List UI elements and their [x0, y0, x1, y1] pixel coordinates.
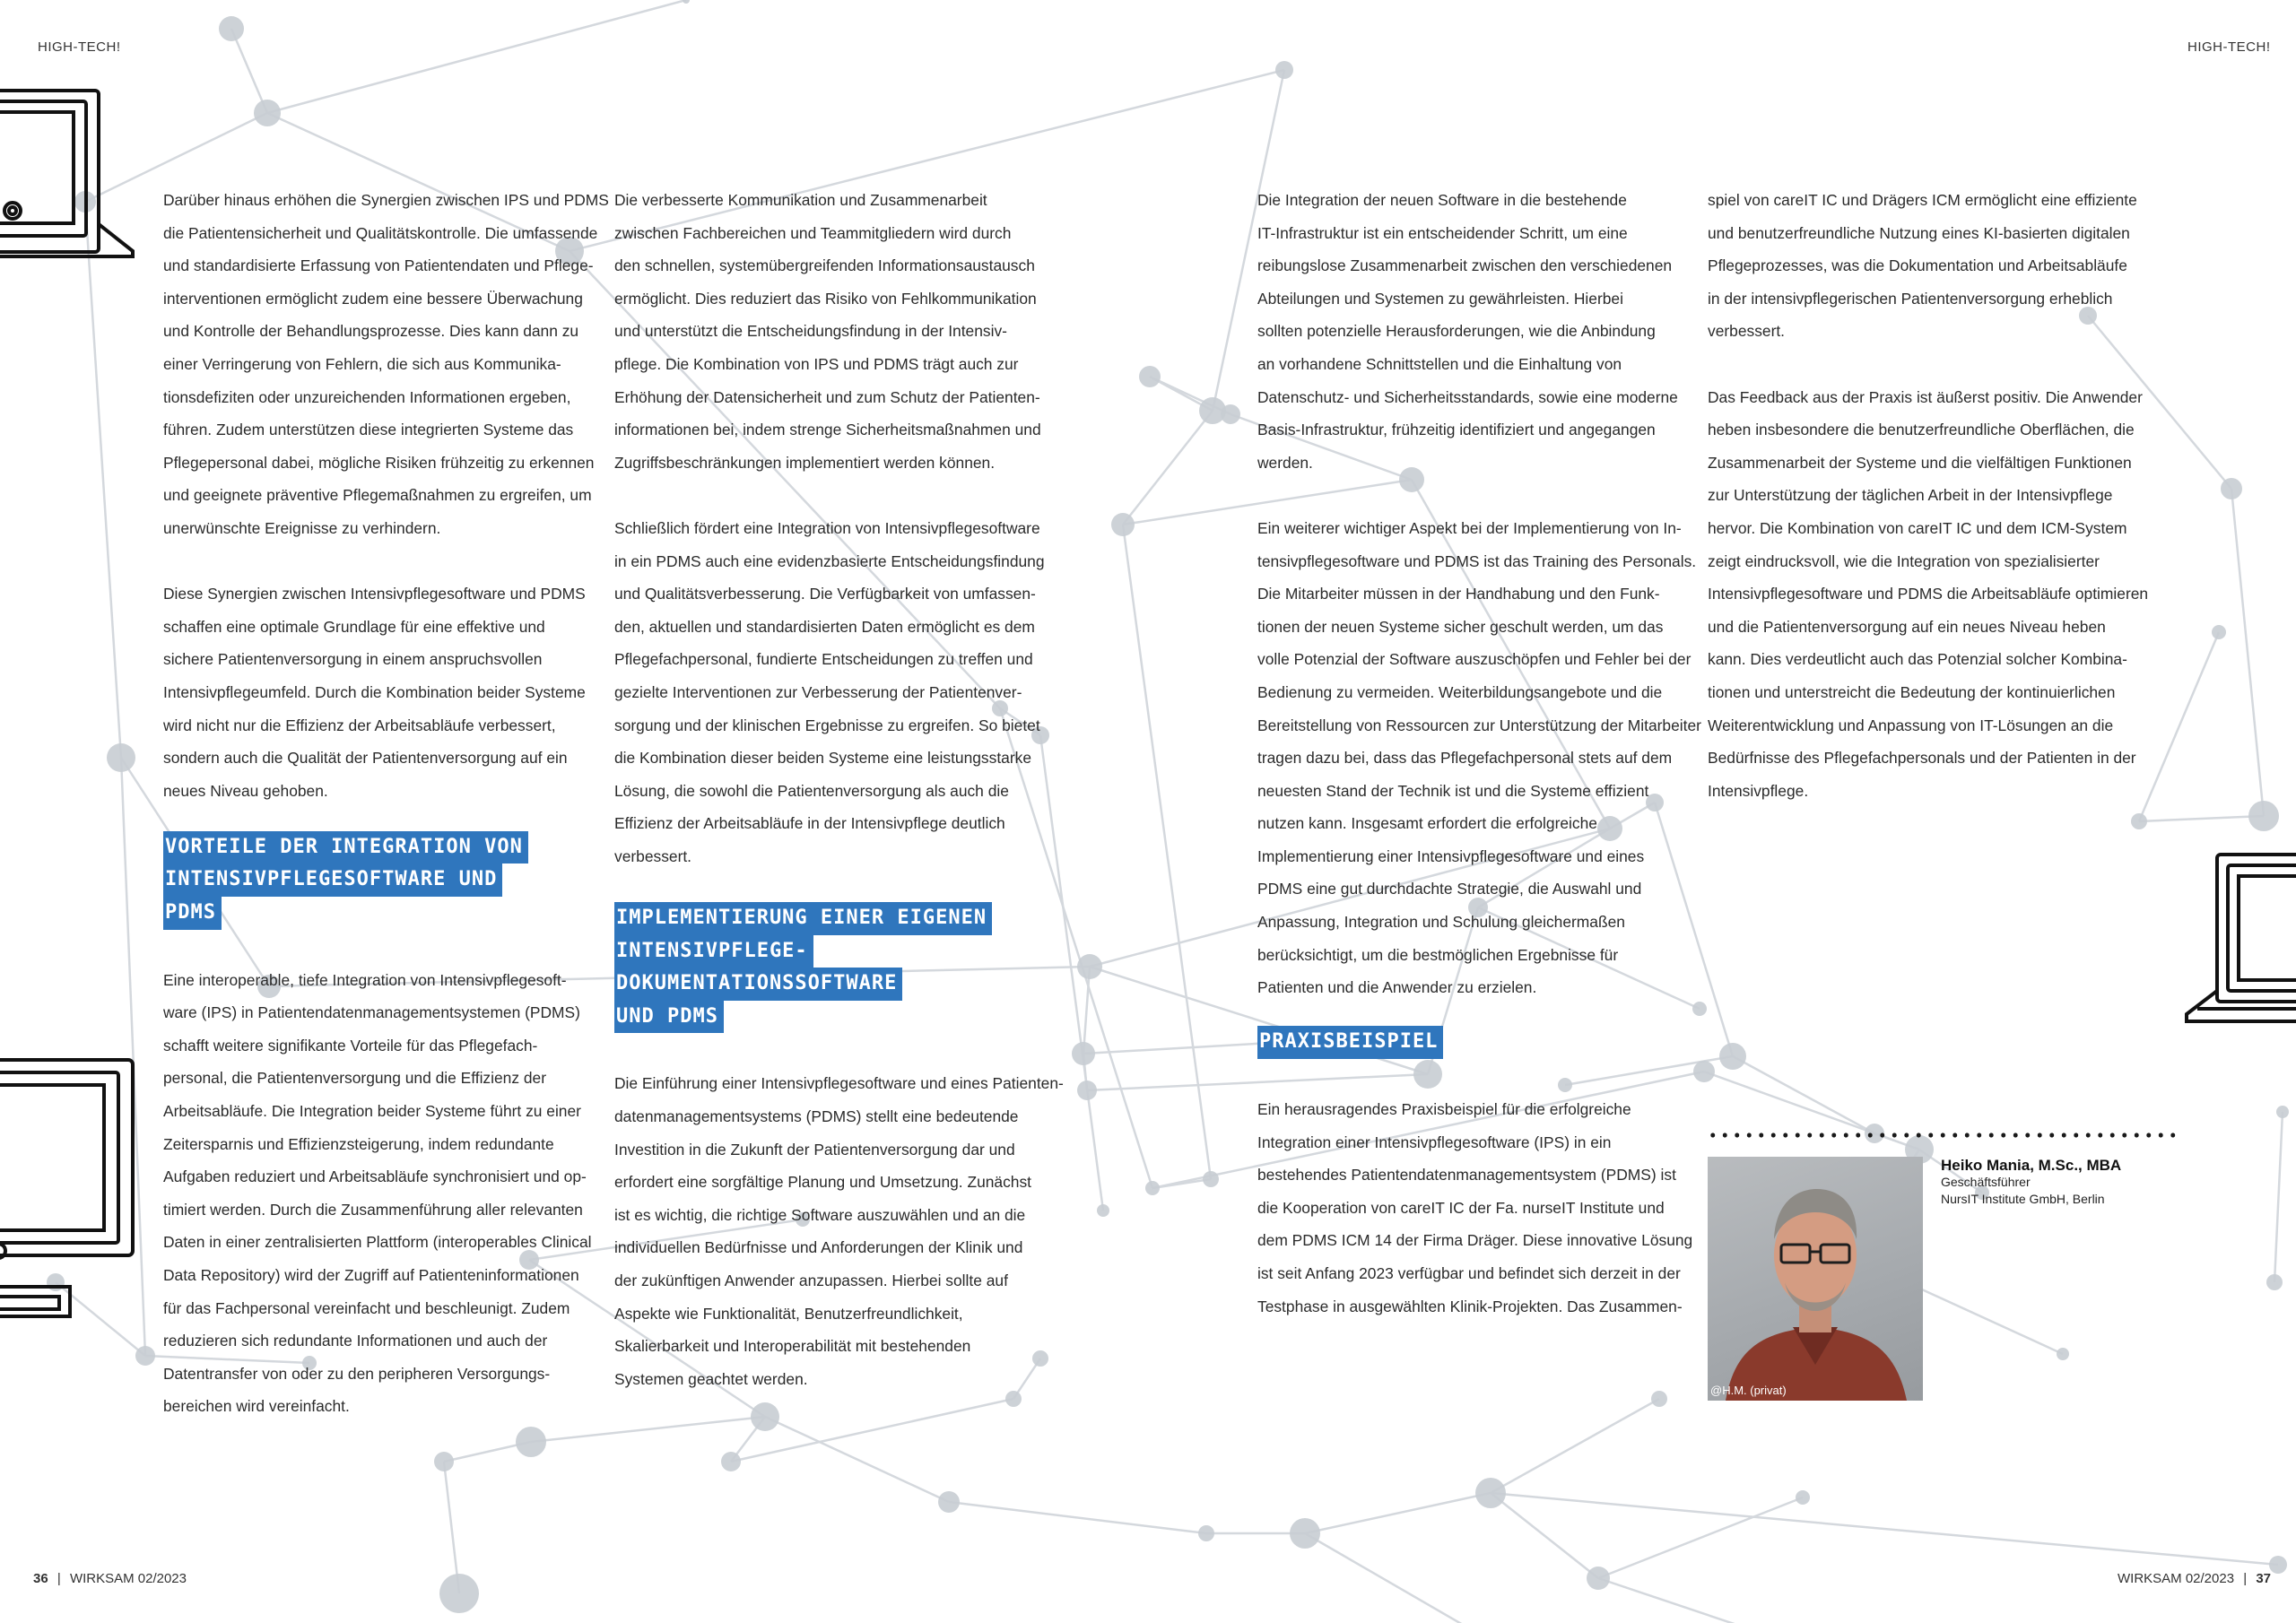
- paragraph: [614, 1067, 1064, 1395]
- text-line: Bedienung zu vermeiden. Weiterbildungsangebote und die: [1257, 682, 1663, 701]
- footer-separator: |: [57, 1571, 61, 1586]
- network-node: [751, 1402, 779, 1431]
- text-line: bestehendes Patientendatenmanagementsystem (PDMS) ist: [1257, 1166, 1676, 1185]
- network-edge: [1491, 1493, 1598, 1578]
- footer-separator: |: [2243, 1571, 2248, 1586]
- network-node: [938, 1491, 960, 1513]
- text-line: Bereitstellung von Ressourcen zur Unterstützung der Mitarbeiter: [1257, 716, 1701, 734]
- network-node: [1077, 954, 1102, 979]
- column-4: [1708, 184, 2149, 807]
- text-line: nutzen kann. Insgesamt erfordert die erfolgreiche: [1257, 814, 1597, 833]
- text-line: Intensivpflege.: [1708, 781, 1809, 800]
- text-line: Integration einer Intensivpflegesoftware (IPS) in ein: [1257, 1133, 1612, 1151]
- section-heading: [163, 831, 592, 930]
- network-node: [1475, 1478, 1506, 1508]
- text-line: Anpassung, Integration und Schulung gleichermaßen: [1257, 913, 1625, 932]
- network-edge: [1491, 1493, 2278, 1565]
- text-line: Testphase in ausgewählten Klinik-Projekten. Das Zusammen-: [1257, 1297, 1683, 1315]
- column-1: [163, 184, 609, 1423]
- portrait-illustration: [1708, 1157, 1923, 1401]
- text-line: Diese Synergien zwischen Intensivpflegesoftware und PDMS: [163, 585, 586, 603]
- text-line: den, aktuellen und standardisierten Daten ermöglicht es dem: [614, 617, 1035, 636]
- text-line: Patienten und die Anwender zu erzielen.: [1257, 978, 1537, 997]
- network-node: [107, 743, 135, 772]
- network-edge: [1305, 1533, 1475, 1623]
- text-line: datenmanagementsystems (PDMS) stellt eine bedeutende: [614, 1107, 1019, 1126]
- footer-right: [2118, 1571, 2271, 1586]
- text-line: reduzieren sich redundante Informationen und auch der: [163, 1332, 548, 1350]
- text-line: und die Patientenversorgung auf ein neues Niveau heben: [1708, 617, 2106, 636]
- text-line: informationen bei, indem strenge Sicherheitsmaßnahmen und: [614, 421, 1041, 439]
- text-line: schaffen eine optimale Grundlage für eine effektive und: [163, 617, 545, 636]
- text-line: Effizienz der Arbeitsabläufe in der Intensivpflege deutlich: [614, 814, 1005, 833]
- text-line: tragen dazu bei, dass das Pflegefachpersonal stets auf dem: [1257, 749, 1673, 768]
- paragraph: [1257, 1093, 1693, 1323]
- column-2: [614, 184, 1064, 1395]
- text-line: in ein PDMS auch eine evidenzbasierte Entscheidungsfindung: [614, 551, 1045, 570]
- text-line: sollten potenzielle Herausforderungen, wie die Anbindung: [1257, 322, 1656, 341]
- text-line: Lösung, die sowohl die Patientenversorgung als auch die: [614, 781, 1009, 800]
- running-header-right: HIGH-TECH!: [2187, 39, 2271, 55]
- network-node: [2221, 478, 2242, 499]
- network-node: [1290, 1518, 1320, 1549]
- text-line: schafft weitere signifikante Vorteile für das Pflegefach-: [163, 1036, 538, 1055]
- network-edge: [444, 1462, 459, 1593]
- network-node: [1072, 1042, 1095, 1065]
- network-node: [219, 16, 244, 41]
- network-node: [1719, 1043, 1746, 1070]
- text-line: heben insbesondere die benutzerfreundliche Oberflächen, die: [1708, 421, 2135, 439]
- text-line: Aufgaben reduziert und Arbeitsabläufe synchronisiert und op-: [163, 1167, 587, 1186]
- page-number-right: 37: [2256, 1571, 2271, 1586]
- paragraph: [163, 184, 609, 545]
- network-edge: [2139, 632, 2219, 821]
- text-line: reibungslose Zusammenarbeit zwischen den verschiedenen: [1257, 256, 1673, 275]
- paragraph: [614, 184, 1043, 479]
- text-line: tionen der neuen Systeme sicher geschult werden, um das: [1257, 617, 1664, 636]
- network-edge: [1305, 1493, 1491, 1533]
- text-line: Zugriffsbeschränkungen implementiert werden können.: [614, 453, 996, 472]
- network-node: [516, 1427, 546, 1457]
- text-line: verbessert.: [614, 846, 692, 865]
- text-line: personal, die Patientenversorgung und die Effizienz der: [163, 1069, 546, 1088]
- text-line: die Kombination dieser beiden Systeme eine leistungsstarke: [614, 749, 1031, 768]
- text-line: wird nicht nur die Effizienz der Arbeitsabläufe verbessert,: [163, 716, 556, 734]
- text-line: und unterstützt die Entscheidungsfindung in der Intensiv-: [614, 322, 1007, 341]
- text-line: und geeignete präventive Pflegemaßnahmen zu ergreifen, um: [163, 486, 592, 505]
- text-line: Arbeitsabläufe. Die Integration beider Systeme führt zu einer: [163, 1102, 581, 1121]
- text-line: Die Einführung einer Intensivpflegesoftware und eines Patienten-: [614, 1074, 1064, 1093]
- heading-line: IMPLEMENTIERUNG EINER EIGENEN: [614, 902, 992, 935]
- network-node: [434, 1452, 454, 1471]
- heading-line: INTENSIVPFLEGESOFTWARE UND: [163, 864, 502, 897]
- heading-line: PRAXISBEISPIEL: [1257, 1026, 1443, 1059]
- text-line: die Kooperation von careIT IC der Fa. nurseIT Institute und: [1257, 1198, 1665, 1217]
- network-node: [683, 0, 690, 4]
- text-line: zwischen Fachbereichen und Teammitgliedern wird durch: [614, 223, 1012, 242]
- network-node: [1796, 1490, 1810, 1505]
- network-edge: [267, 0, 686, 113]
- dotted-divider: [1707, 1133, 2182, 1138]
- text-line: und Qualitätsverbesserung. Die Verfügbarkeit von umfassen-: [614, 585, 1036, 603]
- network-node: [1111, 513, 1135, 536]
- text-line: in der intensivpflegerischen Patientenversorgung erheblich: [1708, 289, 2113, 308]
- photo-credit: @H.M. (privat): [1710, 1384, 1787, 1397]
- paragraph: [1257, 512, 1701, 1004]
- text-line: Skalierbarkeit und Interoperabilität mit bestehenden: [614, 1337, 971, 1356]
- network-node: [439, 1574, 479, 1613]
- network-node: [135, 1346, 155, 1366]
- text-line: werden.: [1257, 453, 1313, 472]
- network-edge: [85, 202, 121, 758]
- text-line: für das Fachpersonal vereinfacht und beschleunigt. Zudem: [163, 1298, 570, 1317]
- heading-line: DOKUMENTATIONSSOFTWARE: [614, 968, 902, 1001]
- text-line: Bedürfnisse des Pflegefachpersonals und der Patienten in der: [1708, 749, 2136, 768]
- paragraph: [614, 512, 1043, 873]
- network-node: [2248, 801, 2279, 831]
- heading-line: PDMS: [163, 897, 222, 930]
- text-line: Investition in die Zukunft der Patientenversorgung dar und: [614, 1140, 1015, 1159]
- network-node: [1203, 1171, 1219, 1187]
- text-line: dem PDMS ICM 14 der Firma Dräger. Diese innovative Lösung: [1257, 1231, 1693, 1250]
- network-edge: [2231, 489, 2264, 816]
- paragraph: [163, 577, 592, 807]
- text-line: gezielte Interventionen zur Verbesserung der Patientenver-: [614, 682, 1022, 701]
- text-line: ware (IPS) in Patientendatenmanagementsystemen (PDMS): [163, 1003, 580, 1022]
- text-line: verbessert.: [1708, 322, 1786, 341]
- text-line: sorgung und der klinischen Ergebnisse zu ergreifen. So bietet: [614, 716, 1040, 734]
- text-line: Zeitersparnis und Effizienzsteigerung, indem redundante: [163, 1134, 554, 1153]
- text-line: ist seit Anfang 2023 verfügbar und befindet sich derzeit in der: [1257, 1264, 1681, 1282]
- text-line: Pflegepersonal dabei, mögliche Risiken frühzeitig zu erkennen: [163, 453, 595, 472]
- text-line: Data Repository) wird der Zugriff auf Patienteninformationen: [163, 1266, 579, 1284]
- column-3: [1257, 184, 1701, 1323]
- running-header-left: HIGH-TECH!: [38, 39, 121, 55]
- author-organization: NursIT Institute GmbH, Berlin: [1941, 1192, 2105, 1206]
- network-edge: [2139, 816, 2264, 821]
- section-heading: [614, 902, 1043, 1033]
- text-line: Implementierung einer Intensivpflegesoftware und eines: [1257, 846, 1645, 865]
- network-edge: [1598, 1497, 1803, 1578]
- paragraph: [1257, 184, 1686, 479]
- network-node: [1587, 1567, 1610, 1590]
- text-line: Aspekte wie Funktionalität, Benutzerfreundlichkeit,: [614, 1304, 963, 1323]
- paragraph: [1708, 184, 2136, 348]
- text-line: spiel von careIT IC und Drägers ICM ermöglicht eine effiziente: [1708, 191, 2137, 209]
- text-line: neuesten Stand der Technik ist und die Systeme effizient: [1257, 781, 1649, 800]
- text-line: Zusammenarbeit der Systeme und die vielfältigen Funktionen: [1708, 453, 2132, 472]
- text-line: Datentransfer von oder zu den peripheren Versorgungs-: [163, 1364, 551, 1383]
- text-line: PDMS eine gut durchdachte Strategie, die Auswahl und: [1257, 880, 1642, 898]
- text-line: Systemen geachtet werden.: [614, 1369, 808, 1388]
- text-line: tensivpflegesoftware und PDMS ist das Training des Personals.: [1257, 551, 1697, 570]
- network-edge: [2274, 1112, 2283, 1282]
- text-line: sichere Patientenversorgung in einem anspruchsvollen: [163, 650, 543, 669]
- text-line: neues Niveau gehoben.: [163, 781, 328, 800]
- text-line: den schnellen, systemübergreifenden Informationsaustausch: [614, 256, 1035, 275]
- text-line: und standardisierte Erfassung von Patientendaten und Pflege-: [163, 256, 594, 275]
- network-node: [1145, 1181, 1160, 1195]
- paragraph: [163, 964, 592, 1423]
- text-line: Abteilungen und Systemen zu gewährleisten. Hierbei: [1257, 289, 1623, 308]
- text-line: Weiterentwicklung und Anpassung von IT-Lösungen an die: [1708, 716, 2114, 734]
- text-line: Eine interoperable, tiefe Integration von Intensivpflegesoft-: [163, 970, 567, 989]
- text-line: hervor. Die Kombination von careIT IC und dem ICM-System: [1708, 518, 2127, 537]
- text-line: Die Integration der neuen Software in die bestehende: [1257, 191, 1627, 209]
- author-name: Heiko Mania, M.Sc., MBA: [1941, 1157, 2122, 1174]
- network-edge: [765, 1417, 949, 1502]
- text-line: Die Mitarbeiter müssen in der Handhabung und den Funk-: [1257, 585, 1660, 603]
- text-line: Daten in einer zentralisierten Plattform (interoperables Clinical: [163, 1233, 592, 1252]
- text-line: Das Feedback aus der Praxis ist äußerst positiv. Die Anwender: [1708, 387, 2143, 406]
- network-node: [2212, 625, 2226, 639]
- text-line: Pflegefachpersonal, fundierte Entscheidungen zu treffen und: [614, 650, 1033, 669]
- text-line: Pflegeprozesses, was die Dokumentation und Arbeitsabläufe: [1708, 256, 2127, 275]
- network-node: [2131, 813, 2147, 829]
- text-line: tionen und unterstreicht die Bedeutung der kontinuierlichen: [1708, 682, 2116, 701]
- network-node: [1221, 404, 1240, 424]
- network-node: [1077, 1081, 1097, 1100]
- footer-left: [33, 1571, 187, 1586]
- network-edge: [1491, 1399, 1659, 1493]
- text-line: pflege. Die Kombination von IPS und PDMS trägt auch zur: [614, 354, 1019, 373]
- network-node: [1692, 1002, 1707, 1016]
- text-line: Basis-Infrastruktur, frühzeitig identifiziert und angegangen: [1257, 421, 1656, 439]
- text-line: bereichen wird vereinfacht.: [163, 1397, 350, 1416]
- text-line: kann. Dies verdeutlicht auch das Potenzial solcher Kombina-: [1708, 650, 2127, 669]
- text-line: führen. Zudem unterstützen diese integrierten Systeme das: [163, 421, 574, 439]
- text-line: und Kontrolle der Behandlungsprozesse. Dies kann dann zu: [163, 322, 579, 341]
- text-line: Erhöhung der Datensicherheit und zum Schutz der Patienten-: [614, 387, 1040, 406]
- network-node: [254, 100, 281, 126]
- network-node: [721, 1452, 741, 1471]
- text-line: Ein weiterer wichtiger Aspekt bei der Implementierung von In-: [1257, 518, 1682, 537]
- author-photo: [1708, 1157, 1923, 1401]
- network-node: [1651, 1391, 1667, 1407]
- network-edge: [1123, 525, 1211, 1179]
- text-line: Datenschutz- und Sicherheitsstandards, sowie eine moderne: [1257, 387, 1678, 406]
- network-node: [1139, 366, 1161, 387]
- text-line: volle Potenzial der Software auszuschöpfen und Fehler bei der: [1257, 650, 1692, 669]
- heading-line: INTENSIVPFLEGE-: [614, 935, 813, 968]
- text-line: erfordert eine sorgfältige Planung und Umsetzung. Zunächst: [614, 1173, 1031, 1192]
- section-heading: [1257, 1026, 1686, 1059]
- network-node: [2266, 1274, 2283, 1290]
- text-line: ermöglicht. Dies reduziert das Risiko von Fehlkommunikation: [614, 289, 1037, 308]
- text-line: individuellen Bedürfnisse und Anforderungen der Klinik und: [614, 1238, 1023, 1257]
- text-line: und benutzerfreundliche Nutzung eines KI-basierten digitalen: [1708, 223, 2130, 242]
- network-edge: [1733, 1056, 1874, 1133]
- text-line: zeigt eindrucksvoll, wie die Integration von spezialisierter: [1708, 551, 2100, 570]
- laptop-icon: [2179, 847, 2296, 1027]
- text-line: timiert werden. Durch die Zusammenführung aller relevanten: [163, 1200, 583, 1219]
- text-line: der zukünftigen Anwender anzupassen. Hierbei sollte auf: [614, 1271, 1008, 1289]
- text-line: ist es wichtig, die richtige Software auszuwählen und an die: [614, 1205, 1026, 1224]
- network-node: [2269, 1556, 2287, 1574]
- text-line: sondern auch die Qualität der Patientenversorgung auf ein: [163, 749, 568, 768]
- text-line: Intensivpflegeumfeld. Durch die Kombination beider Systeme: [163, 682, 586, 701]
- text-line: berücksichtigt, um die bestmöglichen Ergebnisse für: [1257, 945, 1619, 964]
- text-line: einer Verringerung von Fehlern, die sich aus Kommunika-: [163, 354, 561, 373]
- magazine-issue-left: WIRKSAM 02/2023: [69, 1571, 187, 1586]
- text-line: unerwünschte Ereignisse zu verhindern.: [163, 518, 441, 537]
- paragraph: [1708, 381, 2149, 808]
- text-line: Intensivpflegesoftware und PDMS die Arbeitsabläufe optimieren: [1708, 585, 2149, 603]
- network-node: [2057, 1348, 2069, 1360]
- author-info: [1941, 1157, 2121, 1208]
- author-role: Geschäftsführer: [1941, 1175, 2031, 1189]
- text-line: Ein herausragendes Praxisbeispiel für die erfolgreiche: [1257, 1100, 1631, 1119]
- network-node: [1693, 1061, 1715, 1082]
- text-line: IT-Infrastruktur ist ein entscheidender Schritt, um eine: [1257, 223, 1628, 242]
- text-line: zur Unterstützung der täglichen Arbeit in der Intensivpflege: [1708, 486, 2113, 505]
- text-line: interventionen ermöglicht zudem eine bessere Überwachung: [163, 289, 583, 308]
- network-edge: [1123, 411, 1213, 525]
- text-line: an vorhandene Schnittstellen und die Einhaltung von: [1257, 354, 1622, 373]
- magazine-issue-right: WIRKSAM 02/2023: [2118, 1571, 2235, 1586]
- network-edge: [231, 29, 267, 113]
- text-line: Die verbesserte Kommunikation und Zusammenarbeit: [614, 191, 987, 209]
- network-node: [1097, 1204, 1109, 1217]
- heading-line: UND PDMS: [614, 1001, 724, 1034]
- network-node: [1198, 1525, 1214, 1541]
- network-node: [1275, 61, 1293, 79]
- laptop-icon: [0, 85, 139, 265]
- page-number-left: 36: [33, 1571, 48, 1586]
- network-edge: [949, 1502, 1206, 1533]
- heading-line: VORTEILE DER INTEGRATION VON: [163, 831, 528, 864]
- network-edge: [1598, 1578, 1785, 1623]
- network-node: [2276, 1106, 2289, 1118]
- text-line: tionsdefiziten oder unzureichenden Informationen ergeben,: [163, 387, 571, 406]
- text-line: Schließlich fördert eine Integration von Intensivpflegesoftware: [614, 518, 1040, 537]
- text-line: Darüber hinaus erhöhen die Synergien zwischen IPS und PDMS: [163, 191, 609, 209]
- text-line: die Patientensicherheit und Qualitätskontrolle. Die umfassende: [163, 223, 598, 242]
- monitor-icon: [0, 1058, 135, 1327]
